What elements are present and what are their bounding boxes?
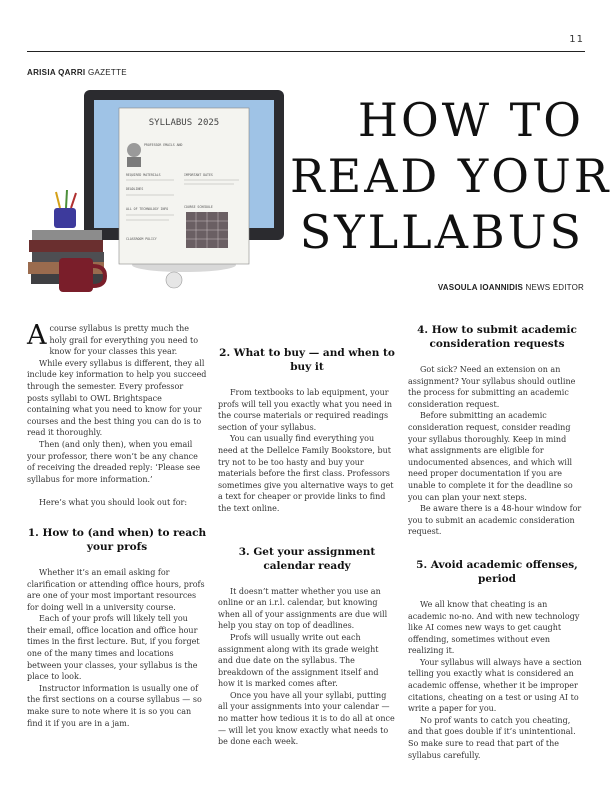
section-3-paragraph: It doesn’t matter whether you use an online or an i.r.l. calendar, but knowing when all of your assignments are due will help you stay on top of deadlines. bbox=[218, 586, 388, 631]
page-number: 11 bbox=[569, 34, 584, 45]
section-1-paragraph: Instructor information is usually one of the first sections on a course syllabus — so make sure to note where it is so you can find it if you are in a jam. bbox=[27, 683, 202, 728]
section-3-paragraph: Profs will usually write out each assignment along with its grade weight and due date on the syllabus. The breakdown of the assignment itself and how it is marked comes after. bbox=[218, 632, 379, 689]
note-materials: REQUIRED MATERIALS bbox=[126, 173, 161, 177]
syllabus-title: SYLLABUS 2025 bbox=[148, 118, 220, 128]
note-policy: CLASSROOM POLICY bbox=[126, 237, 157, 241]
section-2-paragraph: You can usually find everything you need at the Dellelce Family Bookstore, but try not to be too hasty and buy your materials before the first class. Professors sometimes give you alternative ways to get a text for cheaper or provide links to find the text online. bbox=[218, 434, 394, 513]
byline-role: NEWS EDITOR bbox=[525, 283, 584, 292]
section-5-paragraph: No prof wants to catch you cheating, and that goes double if it’s unintentional. So make sure to read that part of the syllabus carefully. bbox=[408, 715, 576, 760]
section-4-paragraph: Got sick? Need an extension on an assignment? Your syllabus should outline the process for submitting an academic consideration request. bbox=[408, 365, 576, 409]
byline bbox=[438, 283, 584, 292]
coffee-mug bbox=[59, 258, 93, 292]
drop-cap: A bbox=[27, 320, 47, 351]
header-rule bbox=[27, 51, 585, 52]
professor-portrait bbox=[127, 143, 141, 157]
section-2-heading: 2. What to buy — and when to buy it bbox=[219, 347, 395, 373]
column-3 bbox=[408, 323, 586, 761]
section-3-heading: 3. Get your assignment calendar ready bbox=[238, 545, 376, 572]
crumpled-paper bbox=[166, 272, 182, 288]
column-2 bbox=[218, 346, 396, 748]
section-1-heading: 1. How to (and when) to reach your profs bbox=[27, 526, 207, 553]
headline bbox=[290, 92, 612, 260]
section-5-paragraph: Your syllabus will always have a section telling you exactly what is considered an academic offense, whether it be improper citations, cheating on a test or using AI to write a paper for you. bbox=[408, 657, 582, 714]
section-5-heading: 5. Avoid academic offenses, period bbox=[416, 558, 578, 585]
publication-name bbox=[27, 68, 127, 77]
section-4-paragraph: Be aware there is a 48-hour window for you to submit an academic consideration request. bbox=[408, 504, 582, 537]
pencil-cup bbox=[54, 208, 76, 228]
headline-line-1: HOW TO bbox=[357, 93, 584, 147]
byline-author: VASOULA IOANNIDIS bbox=[437, 283, 524, 292]
note-prof-emails: PROFESSOR EMAILS AND bbox=[144, 143, 183, 147]
column-1 bbox=[27, 320, 207, 729]
headline-line-3: SYLLABUS bbox=[299, 205, 584, 259]
section-2-paragraph: From textbooks to lab equipment, your profs will tell you exactly what you need in the course materials or required readings section of your syllabus. bbox=[218, 388, 392, 432]
section-4-heading: 4. How to submit academic consideration requests bbox=[417, 324, 577, 350]
syllabus-illustration bbox=[24, 80, 294, 300]
note-schedule: COURSE SCHEDULE bbox=[184, 205, 213, 209]
intro-paragraph-4: Here’s what you should look out for: bbox=[39, 498, 188, 508]
section-5-paragraph: We all know that cheating is an academic no-no. And with new technology like AI comes new ways to get caught offending, sometimes without even realizing it. bbox=[408, 599, 580, 656]
note-deadlines: DEADLINES bbox=[126, 187, 144, 191]
intro-paragraph-2: While every syllabus is different, they all include key information to help you succeed through the semester. Every professor posts syllabi to OWL Brightspace containing what you need to know for your courses and the best thing you can do is to read it thoroughly. bbox=[27, 358, 207, 438]
note-technology: ALL OF TECHNOLOGY INFO bbox=[126, 207, 169, 211]
publication-name-light: GAZETTE bbox=[87, 68, 127, 77]
intro-paragraph-1: Acourse syllabus is pretty much the holy grail for everything you need to know for your classes this year. bbox=[27, 320, 199, 357]
headline-line-2: READ YOUR bbox=[290, 149, 612, 203]
publication-name-bold: ARISIA QARRI bbox=[27, 68, 86, 77]
note-dates: IMPORTANT DATES bbox=[184, 173, 213, 177]
section-1-paragraph: Whether it’s an email asking for clarification or attending office hours, profs are one of your most important resources for doing well in a university course. bbox=[27, 567, 205, 612]
section-1-paragraph: Each of your profs will likely tell you their email, office location and office hour times in the first lecture. But, if you forget one of the many times and locations between your classes, your syllabus is the place to look. bbox=[27, 614, 200, 682]
book-stack bbox=[32, 230, 102, 240]
intro-paragraph-3: Then (and only then), when you email your professor, there won’t be any chance of receiving the dreaded reply: ‘Please see syllabus for more information.’ bbox=[27, 439, 201, 484]
section-4-paragraph: Before submitting an academic consideration request, consider reading your syllabus thoroughly. Keep in mind what assignments are eligible for undocumented absences, and which will need proper documentation if you are unable to complete it for the deadline so you can plan your next steps. bbox=[408, 411, 573, 502]
section-3-paragraph: Once you have all your syllabi, putting all your assignments into your calendar — no matter how tedious it is to do all at once — will let you know exactly what needs to be done each week. bbox=[218, 690, 395, 747]
